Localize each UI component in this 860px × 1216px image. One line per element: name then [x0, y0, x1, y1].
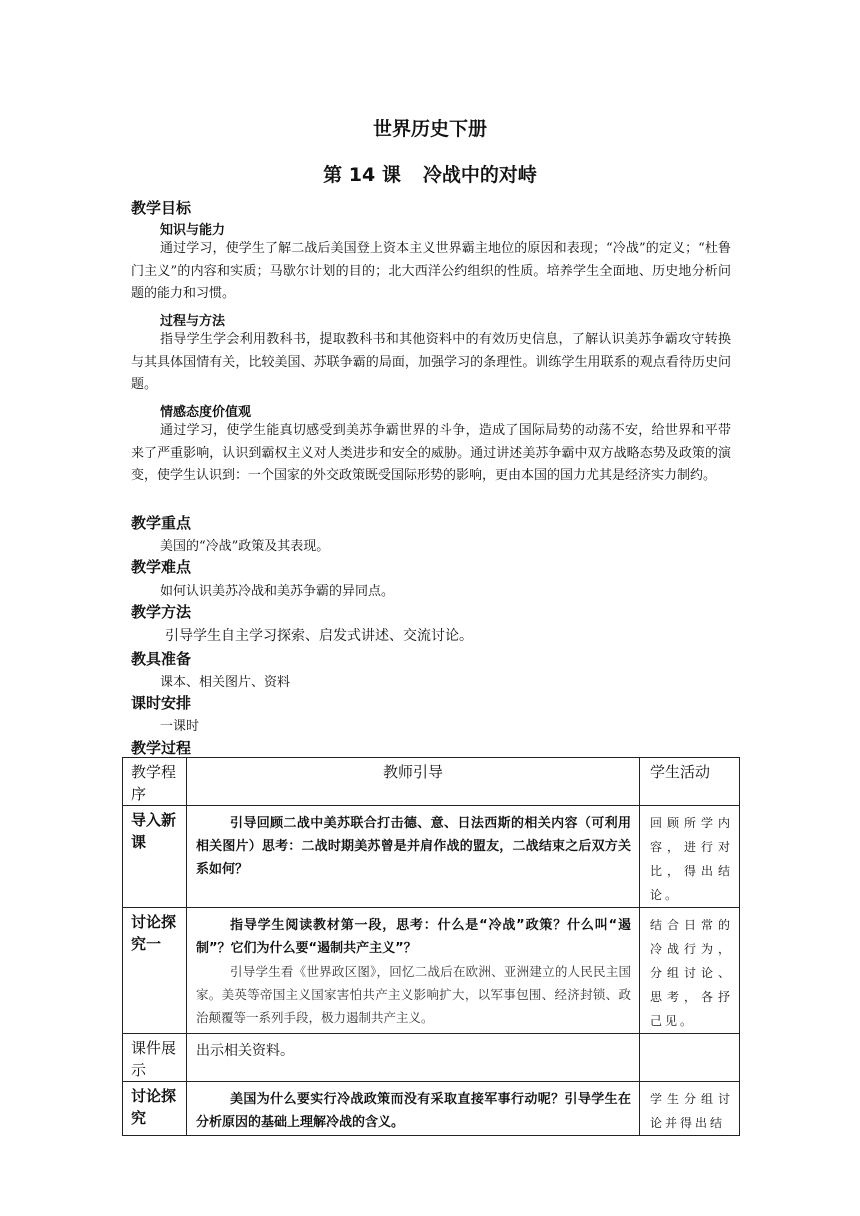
student-cell: 学生分组讨论并得出结	[640, 1082, 740, 1136]
values-text: 通过学习，使学生能真切感受到美苏争霸世界的斗争，造成了国际局势的动荡不安，给世界和平带来了严重影响，认识到霸权主义对人类进步和安全的威胁。通过讲述美苏争霸中双方战略态势及政策的演变，使学生认识到：一个国家的外交政策既受国际形势的影响，更由本国的国力尤其是经济实力制约。	[131, 423, 731, 483]
header-teacher: 教师引导	[187, 758, 640, 806]
teacher-guidance: 美国为什么要实行冷战政策而没有采取直接军事行动呢？引导学生在分析原因的基础上理解冷战的含义。	[196, 1092, 631, 1130]
student-cell: 结合日常的冷战行为，分组讨论、思考，各抒己见。	[640, 908, 740, 1034]
method-text: 引导学生自主学习探索、启发式讲述、交流讨论。	[165, 628, 473, 644]
teacher-cell	[187, 908, 640, 1034]
process-method-text: 指导学生学会利用教科书，提取教科书和其他资料中的有效历史信息，了解认识美苏争霸攻守转换与其具体国情有关，比较美国、苏联争霸的局面，加强学习的条理性。训练学生用联系的观点看待历史问题。	[131, 332, 731, 392]
teacher-guidance-detail: 引导学生看《世界政区图》，回忆二战后在欧洲、亚洲建立的人民民主国家。美英等帝国主义国家害怕共产主义影响扩大，以军事包围、经济封锁、政治颠覆等一系列手段，极力遏制共产主义。	[196, 964, 631, 1025]
table-row	[123, 1082, 740, 1136]
method-heading: 教学方法	[131, 603, 192, 621]
teacher-guidance: 引导回顾二战中美苏联合打击德、意、日法西斯的相关内容（可利用相关图片）思考：二战时期美苏曾是并肩作战的盟友，二战结束之后双方关系如何？	[196, 816, 631, 877]
header-stage: 教学程序	[123, 758, 187, 806]
teacher-cell	[187, 1034, 640, 1082]
objectives-heading: 教学目标	[131, 199, 192, 217]
values-heading: 情感态度价值观	[160, 405, 252, 420]
knowledge-text: 通过学习，使学生了解二战后美国登上资本主义世界霸主地位的原因和表现；“冷战”的定义；“杜鲁门主义”的内容和实质；马歇尔计划的目的；北大西洋公约组织的性质。培养学生全面地、历史地分析问题的能力和习惯。	[131, 241, 731, 301]
stage-cell: 讨论探究	[123, 1082, 187, 1136]
schedule-heading: 课时安排	[131, 694, 192, 712]
stage-cell: 导入新课	[123, 806, 187, 908]
materials-text: 课本、相关图片、资料	[160, 675, 291, 690]
difficulty-heading: 教学难点	[131, 558, 192, 576]
key-point-text: 美国的“冷战”政策及其表现。	[160, 539, 330, 554]
table-header-row	[123, 758, 740, 806]
process-method-heading: 过程与方法	[160, 314, 226, 329]
difficulty-text: 如何认识美苏冷战和美苏争霸的异同点。	[160, 584, 395, 599]
lesson-name: 冷战中的对峙	[422, 164, 537, 186]
knowledge-heading: 知识与能力	[160, 223, 226, 238]
process-table-heading: 教学过程	[131, 739, 192, 757]
header-student: 学生活动	[640, 758, 740, 806]
book-title: 世界历史下册	[372, 118, 487, 140]
table-row	[123, 908, 740, 1034]
key-point-heading: 教学重点	[131, 514, 192, 532]
schedule-text: 一课时	[160, 719, 200, 734]
teacher-cell	[187, 806, 640, 908]
lesson-number: 第 14 课	[323, 164, 401, 186]
teaching-process-table	[122, 757, 740, 1136]
stage-cell: 讨论探究一	[123, 908, 187, 1034]
teacher-guidance: 出示相关资料。	[196, 1043, 294, 1059]
lesson-title	[0, 160, 860, 187]
table-row	[123, 806, 740, 908]
stage-cell: 课件展示	[123, 1034, 187, 1082]
teacher-cell	[187, 1082, 640, 1136]
student-cell: 回顾所学内容，进行对比，得出结论。	[640, 806, 740, 908]
materials-heading: 教具准备	[131, 650, 192, 668]
table-row	[123, 1034, 740, 1082]
teacher-guidance: 指导学生阅读教材第一段，思考：什么是“冷战”政策？什么叫“遏制”？它们为什么要“遏制共产主义”？	[196, 918, 631, 956]
student-cell	[640, 1034, 740, 1082]
